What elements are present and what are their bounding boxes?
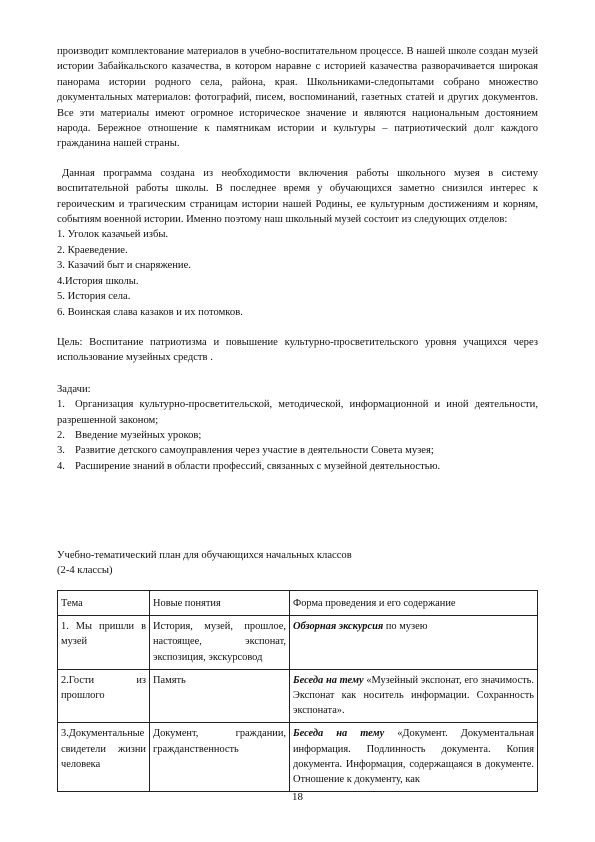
table-row <box>58 723 538 792</box>
form-type: Обзорная экскурсия <box>293 621 384 633</box>
plan-title-grades: (2-4 классы) <box>57 565 113 577</box>
list-item: 3. Казачий быт и снаряжение. <box>57 260 191 272</box>
cell-concepts: История, музей, прошлое, настоящее, экспонат, экспозиция, экскурсовод <box>150 616 290 670</box>
cell-topic: 1. Мы пришли в музей <box>58 616 150 670</box>
list-item: 2. Краеведение. <box>57 244 128 256</box>
task-number: 3. <box>57 445 65 457</box>
tasks-heading: Задачи: <box>57 383 91 395</box>
header-concepts: Новые понятия <box>150 591 290 616</box>
form-type: Беседа на тему <box>293 728 385 740</box>
task-number: 2. <box>57 429 65 441</box>
form-description: «Музейный экспонат, его значимость. Экспонат как носитель информации. Сохранность экспоната». <box>293 674 534 717</box>
curriculum-table <box>57 590 538 792</box>
paragraph-museum-history: производит комплектование материалов в учебно-воспитательном процессе. В нашей школе создан музей истории Забайкальского казачества, в котором наравне с историей казачества разворачивается широкая панорама истории родного села, района, края. Школьниками-следопытами собрано множество документальных материалов: фотографий, писем, воспоминаний, газетных статей и других документов. Все эти материалы имеют огромное историческое значение и являются национальным достоянием народа. Бережное отношение к памятникам истории и культуры – патриотический долг каждого гражданина нашей страны. <box>57 46 538 150</box>
table-row <box>58 669 538 723</box>
list-item <box>57 459 538 474</box>
list-item: 4.История школы. <box>57 275 139 287</box>
museum-sections-list <box>57 227 538 319</box>
list-item <box>57 443 538 458</box>
goal-paragraph: Цель: Воспитание патриотизма и повышение культурно-просветительского уровня учащихся через использование музейных средств . <box>57 336 538 364</box>
list-item: 6. Воинская слава казаков и их потомков. <box>57 306 243 318</box>
task-number: 4. <box>57 460 65 472</box>
page-number: 18 <box>292 791 303 803</box>
task-text: Расширение знаний в области профессий, связанных с музейной деятельностью. <box>75 460 441 472</box>
table-row <box>58 616 538 670</box>
cell-concepts: Документ, граждании, гражданственность <box>150 723 290 792</box>
form-description: «Документ. Документальная информация. Подлинность документа. Копия документа. Информация, содержащаяся в документе. Отношение к документу, как <box>293 728 534 786</box>
cell-concepts: Память <box>150 669 290 723</box>
plan-title-line: Учебно-тематический план для обучающихся начальных классов <box>57 550 352 561</box>
task-text: Введение музейных уроков; <box>75 429 202 441</box>
cell-topic: 3.Документальные свидетели жизни человека <box>58 723 150 792</box>
header-form: Форма проведения и его содержание <box>290 591 538 616</box>
task-text: Организация культурно-просветительской, методической, информационной и иной деятельности, разрешенной законом; <box>57 399 538 426</box>
form-type: Беседа на тему <box>293 674 364 686</box>
cell-form <box>290 723 538 792</box>
list-item: 1. Уголок казачьей избы. <box>57 229 169 241</box>
table-header-row <box>58 591 538 616</box>
list-item <box>57 428 538 443</box>
header-topic: Тема <box>58 591 150 616</box>
page-body <box>57 44 538 474</box>
cell-topic: 2.Гости из прошлого <box>58 669 150 723</box>
paragraph-program-purpose: Данная программа создана из необходимости включения работы школьного музея в систему воспитательной работы школы. В последнее время у обучающихся заметно снизился интерес к героическим и трагическим страницам истории нашей Родины, ее культурным достижениям и корням, событиям военной истории. Именно поэтому наш школьный музей состоит из следующих отделов: <box>57 167 538 226</box>
plan-title <box>57 548 538 579</box>
cell-form <box>290 616 538 670</box>
list-item <box>57 397 538 428</box>
form-description: по музею <box>383 621 428 633</box>
task-number: 1. <box>57 399 65 411</box>
tasks-list <box>57 397 538 474</box>
cell-form <box>290 669 538 723</box>
list-item: 5. История села. <box>57 291 131 303</box>
task-text: Развитие детского самоуправления через участие в деятельности Совета музея; <box>75 445 434 457</box>
